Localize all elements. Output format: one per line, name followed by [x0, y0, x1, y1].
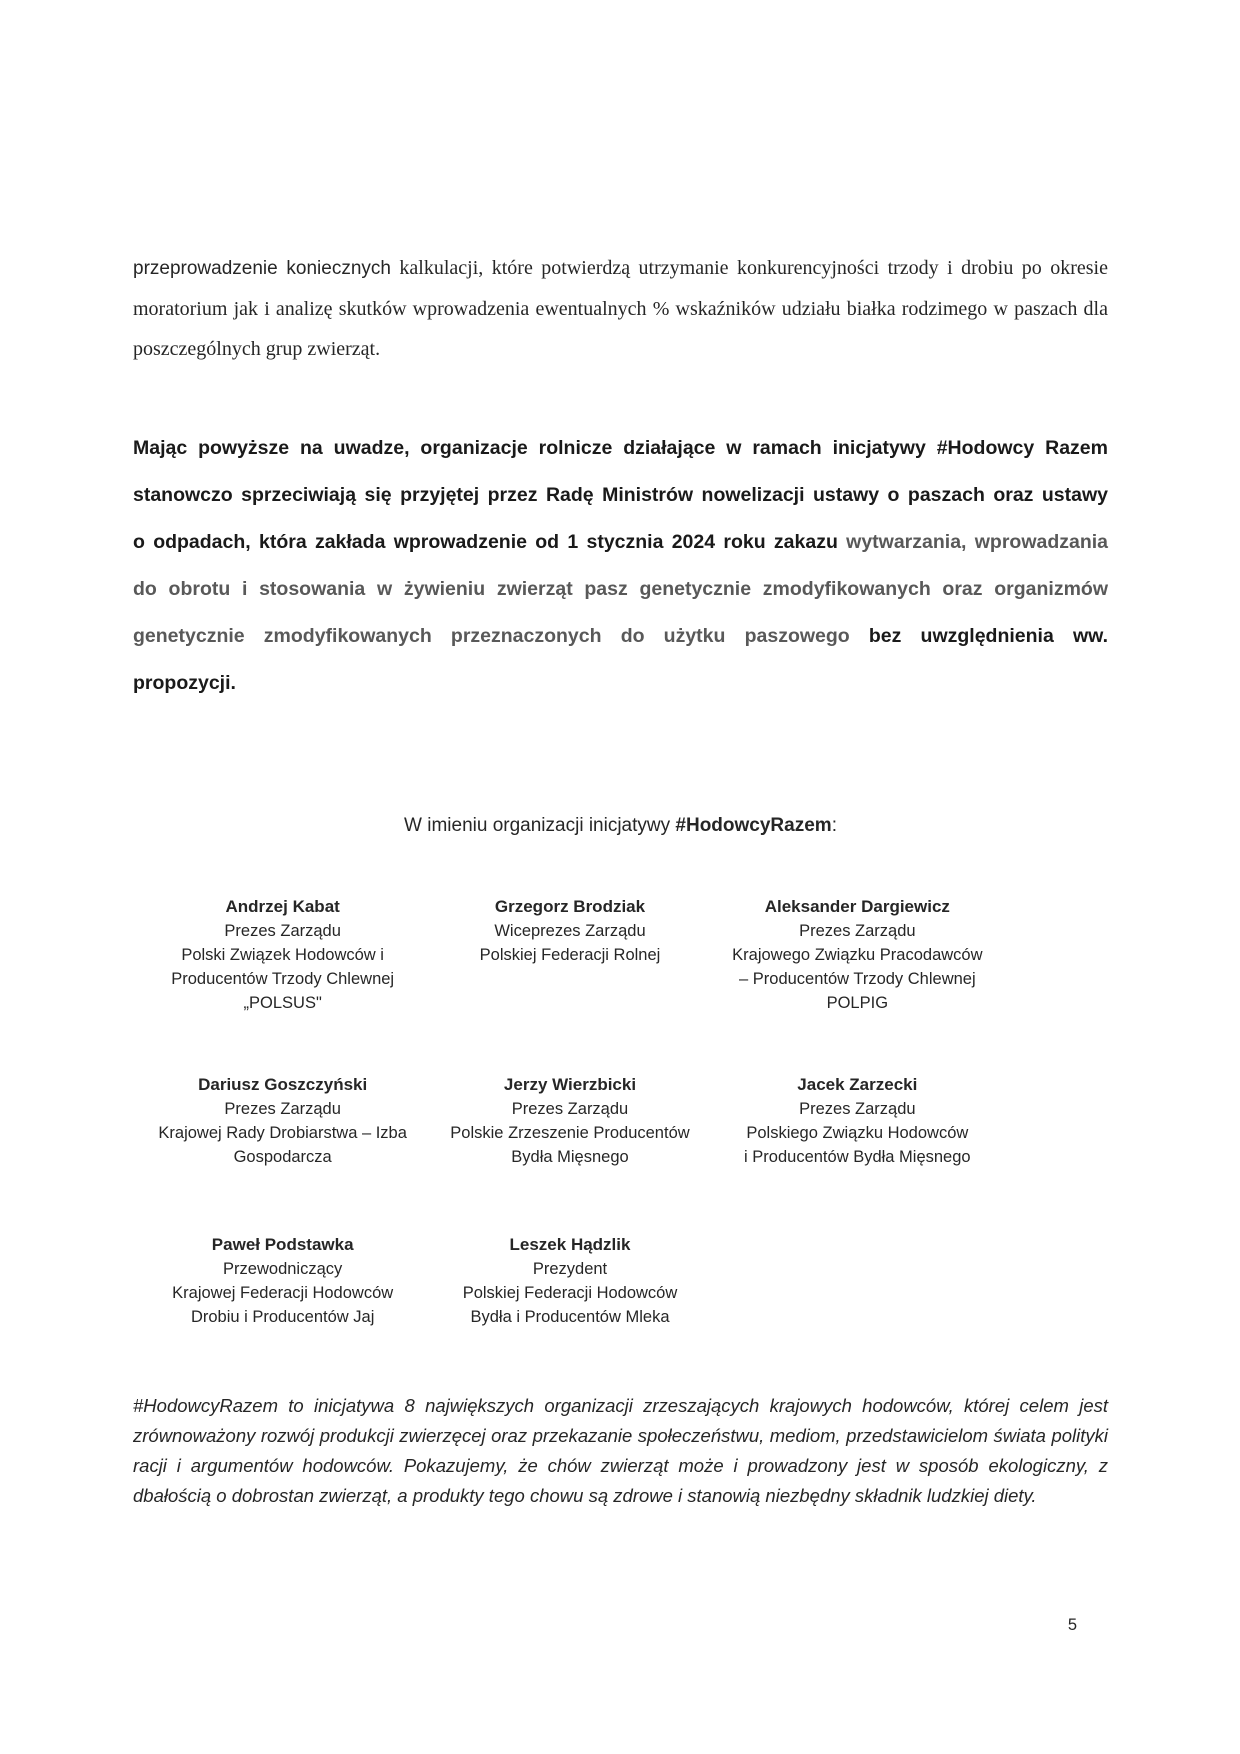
signatory-org-line: Bydła i Producentów Mleka: [470, 1308, 670, 1326]
signatories-heading-prefix: W imieniu organizacji inicjatywy: [404, 815, 676, 836]
signatory-name: Jacek Zarzecki: [797, 1075, 918, 1094]
signatory-org-line: Polskie Zrzeszenie Producentów: [450, 1124, 690, 1142]
page-number: 5: [1067, 1616, 1077, 1634]
signatory-name: Leszek Hądzlik: [509, 1235, 631, 1254]
signatories-heading: [133, 811, 1108, 841]
signatory-title: Wiceprezes Zarządu: [494, 922, 646, 940]
signatory-title: Prezes Zarządu: [511, 1100, 629, 1118]
signatory-org-line: POLPIG: [826, 994, 889, 1012]
statement-segment-black-2: bez uwzględnienia ww. propozycji.: [133, 625, 1109, 694]
signatory-title: Prezes Zarządu: [224, 1100, 341, 1118]
signatory-jerzy-wierzbicki: [426, 1073, 713, 1169]
signatories-row-1: [139, 895, 1001, 1015]
signatory-title: Przewodniczący: [223, 1260, 343, 1278]
signatory-org-line: Polskiej Federacji Rolnej: [479, 946, 661, 964]
signatory-name: Grzegorz Brodziak: [494, 897, 646, 916]
signatory-title: Prezydent: [532, 1260, 608, 1278]
signatory-org-line: Bydła Mięsnego: [511, 1148, 629, 1166]
signatory-org-line: – Producentów Trzody Chlewnej: [739, 970, 976, 988]
signatory-aleksander-dargiewicz: [714, 895, 1001, 1015]
signatories-row-2: [139, 1073, 1001, 1169]
signatory-empty-cell: [714, 1233, 1001, 1329]
signatory-org-line: Polski Związek Hodowców i: [181, 946, 384, 964]
signatory-org-line: Gospodarcza: [233, 1148, 332, 1166]
signatory-pawel-podstawka: [139, 1233, 426, 1329]
signatory-org-line: Polskiego Związku Hodowców: [746, 1124, 969, 1142]
signatory-org-line: Drobiu i Producentów Jaj: [190, 1308, 375, 1326]
signatory-org-line: i Producentów Bydła Mięsnego: [744, 1148, 971, 1166]
signatory-dariusz-goszczynski: [139, 1073, 426, 1169]
intro-paragraph: [133, 248, 1108, 369]
signatory-org-line: Krajowej Federacji Hodowców: [172, 1284, 394, 1302]
signatory-andrzej-kabat: [139, 895, 426, 1015]
signatory-name: Jerzy Wierzbicki: [503, 1075, 637, 1094]
signatory-org-line: Krajowego Związku Pracodawców: [732, 946, 983, 964]
statement-segment-gray: wytwarzania, wprowadzania do obrotu i stosowania w żywieniu zwierząt pasz genetycznie zmodyfikowanych oraz organizmów genetycznie zmodyfikowanych przeznaczonych do użytku paszowego: [133, 531, 1109, 647]
signatory-org-line: Producentów Trzody Chlewnej: [171, 970, 395, 988]
signatory-name: Dariusz Goszczyński: [198, 1075, 368, 1094]
signatory-name: Aleksander Dargiewicz: [764, 897, 950, 916]
signatory-title: Prezes Zarządu: [224, 922, 341, 940]
signatory-title: Prezes Zarządu: [799, 1100, 916, 1118]
signatory-org-line: „POLSUS": [243, 994, 322, 1012]
signatories-row-3: [139, 1233, 1001, 1329]
intro-paragraph-lead: przeprowadzenie koniecznych: [133, 258, 391, 279]
signatory-org-line: Polskiej Federacji Hodowców: [462, 1284, 678, 1302]
signatory-org-line: Krajowej Rady Drobiarstwa – Izba: [158, 1124, 407, 1142]
footer-note: #HodowcyRazem to inicjatywa 8 największych organizacji zrzeszających krajowych hodowców, której celem jest zrównoważony rozwój produkcji zwierzęcej oraz przekazanie społeczeństwu, mediom, przedstawicielom świata polityki racji i argumentów hodowców. Pokazujemy, że chów zwierząt może i prowadzony jest w sposób ekologiczny, z dbałością o dobrostan zwierząt, a produkty tego chowu są zdrowe i stanowią niezbędny składnik ludzkiej diety.: [133, 1395, 1108, 1506]
signatory-leszek-hadzlik: [426, 1233, 713, 1329]
signatory-grzegorz-brodziak: [426, 895, 713, 1015]
signatory-name: Paweł Podstawka: [211, 1235, 354, 1254]
signatories-heading-colon: :: [831, 815, 837, 836]
signatory-jacek-zarzecki: [714, 1073, 1001, 1169]
signatories-heading-hashtag: #HodowcyRazem: [675, 815, 832, 836]
intro-paragraph-body: kalkulacji, które potwierdzą utrzymanie konkurencyjności trzody i drobiu po okresie moratorium jak i analizę skutków wprowadzenia ewentualnych % wskaźników udziału białka rodzimego w paszach dla poszczególnych grup zwierząt.: [133, 257, 1108, 360]
statement-segment-black-1: Mając powyższe na uwadze, organizacje rolnicze działające w ramach inicjatywy #Hodowcy Razem stanowczo sprzeciwiają się przyjętej przez Radę Ministrów nowelizacji ustawy o paszach oraz ustawy o odpadach, która zakłada wprowadzenie od 1 stycznia 2024 roku zakazu: [133, 437, 1108, 553]
signatory-title: Prezes Zarządu: [799, 922, 916, 940]
signatory-name: Andrzej Kabat: [225, 897, 340, 916]
statement-paragraph: [133, 425, 1108, 707]
